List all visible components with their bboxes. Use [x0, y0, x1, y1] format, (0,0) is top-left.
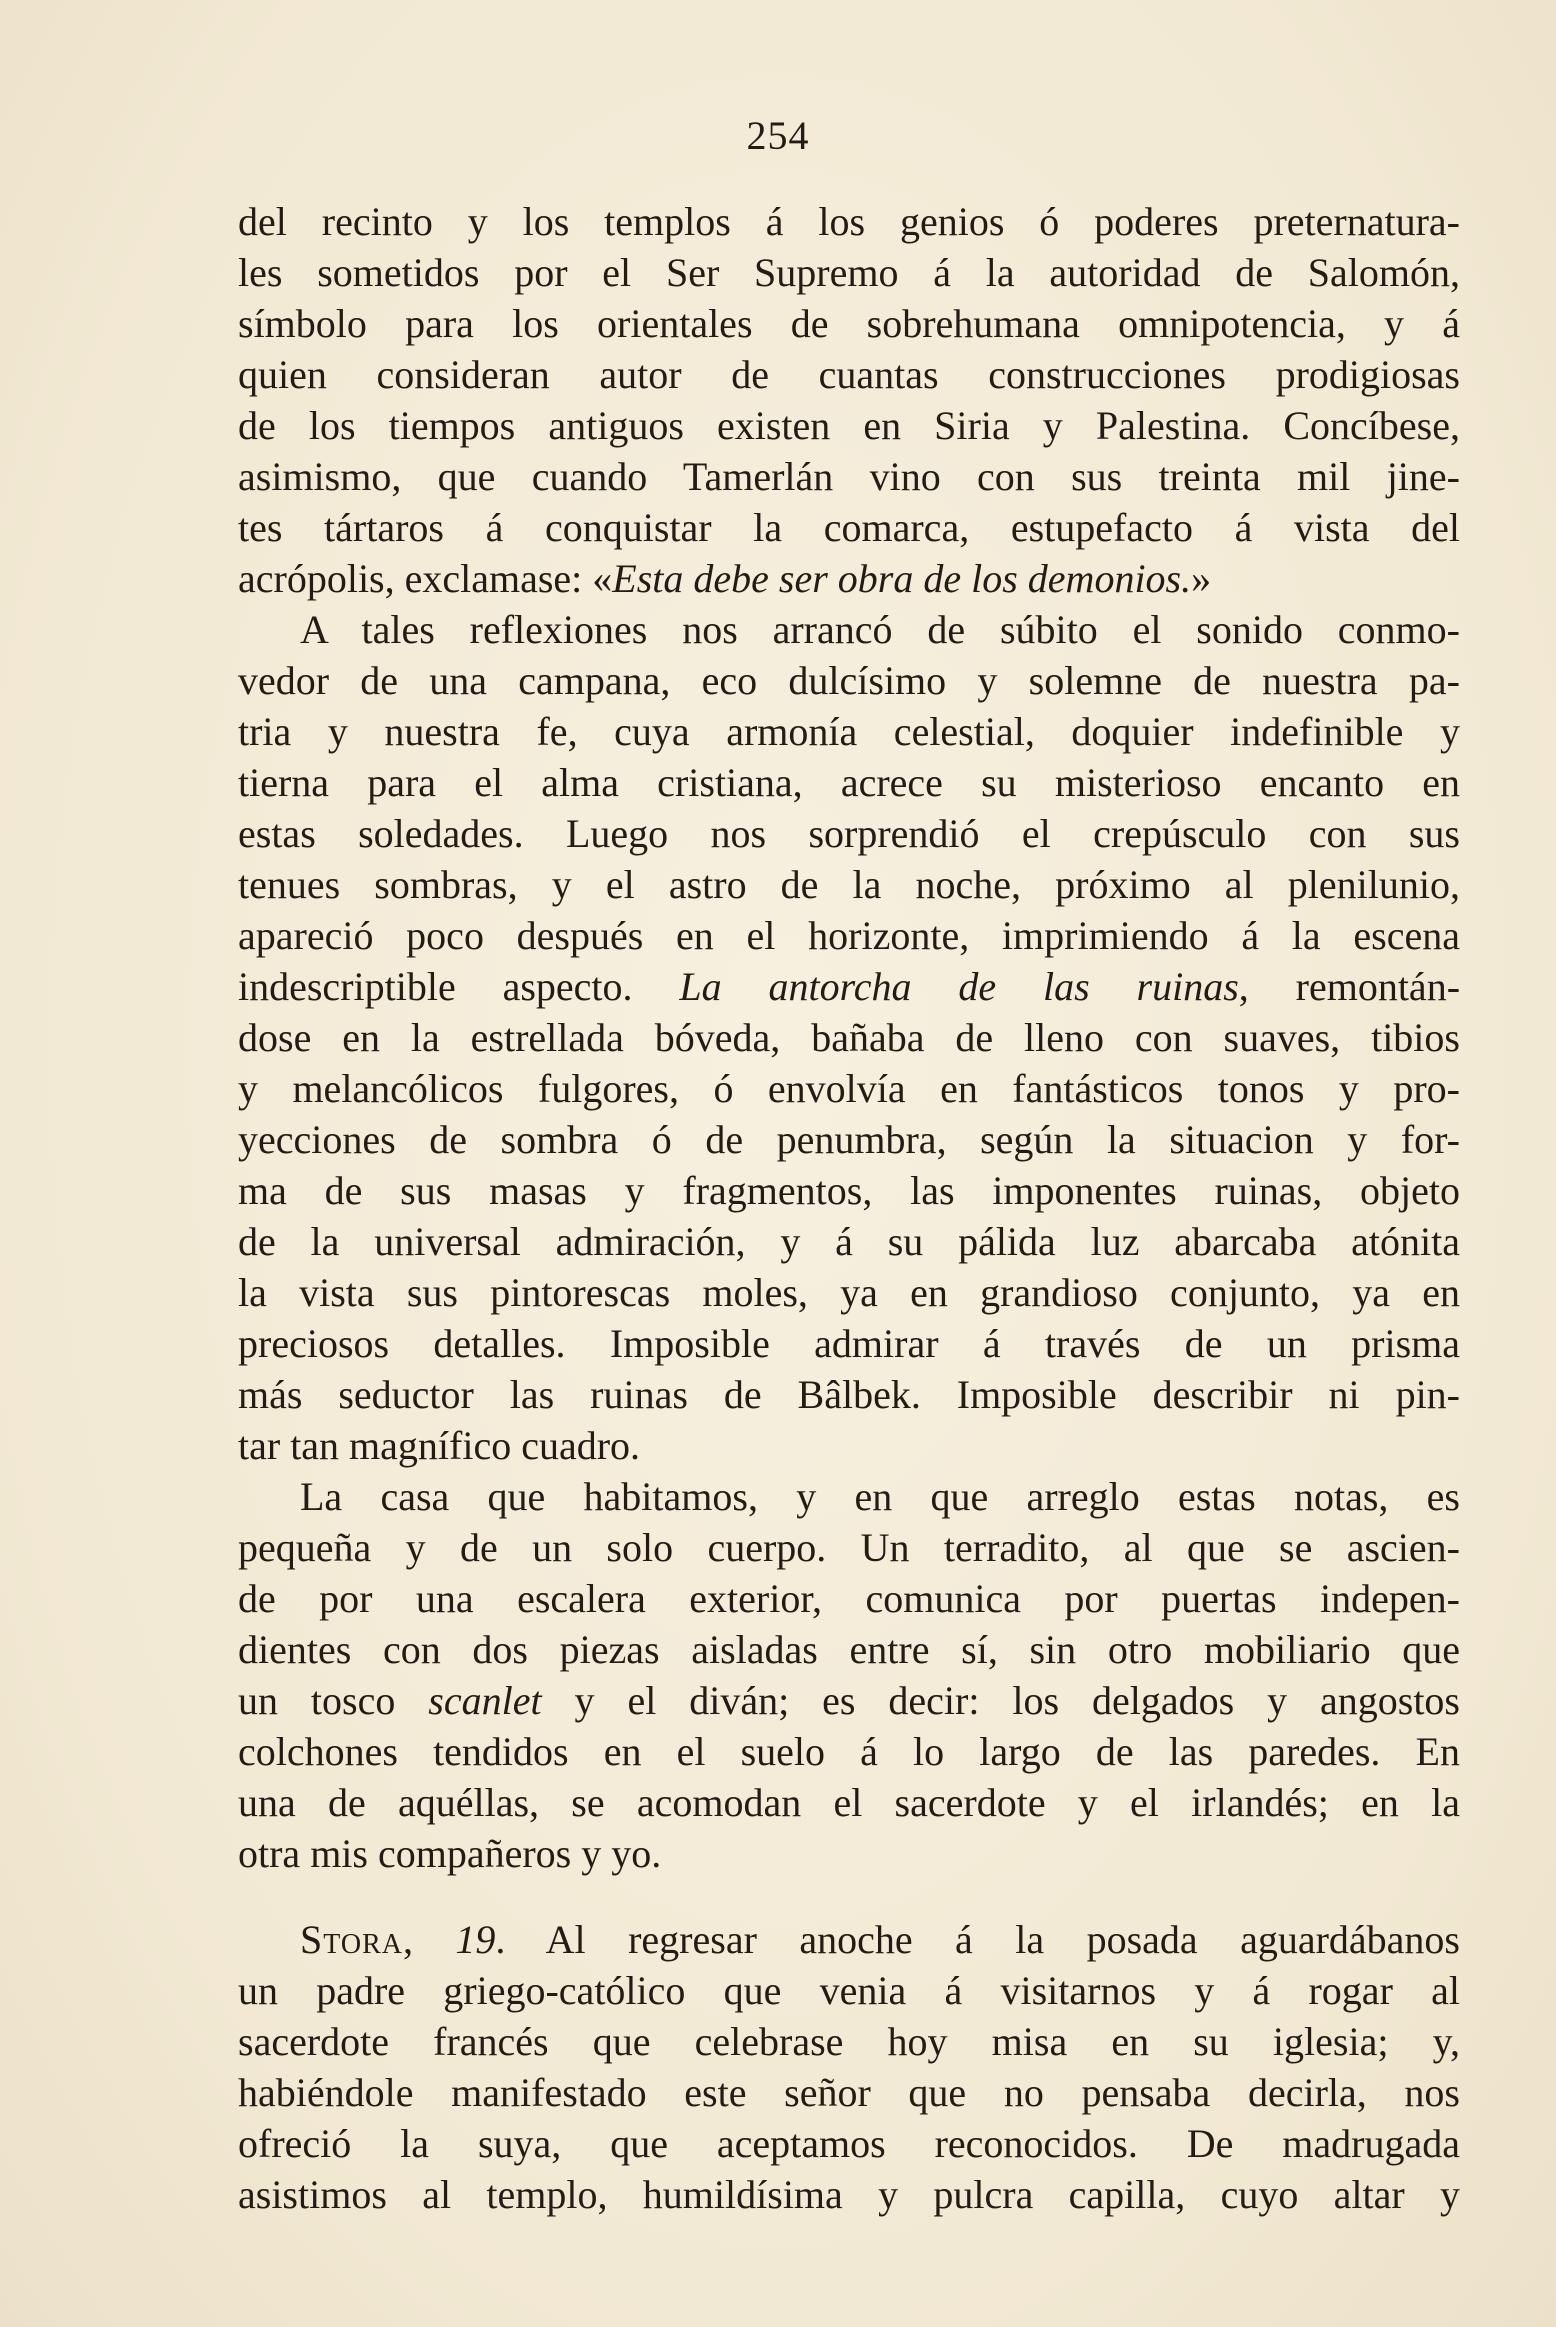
text-run: dose en la estrellada bóveda, bañaba de lleno con suaves, tibios [238, 1015, 1460, 1060]
text-run: estas soledades. Luego nos sorprendió el crepúsculo con sus [238, 811, 1460, 856]
text-run: de los tiempos antiguos existen en Siria y Palestina. Concíbese, [238, 403, 1460, 448]
text-run: vedor de una campana, eco dulcísimo y solemne de nuestra pa- [238, 658, 1460, 703]
text-run: preciosos detalles. Imposible admirar á través de un prisma [238, 1321, 1460, 1366]
text-run: tes tártaros á conquistar la comarca, estupefacto á vista del [238, 505, 1460, 550]
text-line [238, 1914, 1460, 1965]
text-line [238, 1369, 1460, 1420]
text-run: La casa que habitamos, y en que arreglo estas notas, es [300, 1474, 1460, 1519]
small-caps-text: Stora [300, 1917, 403, 1962]
text-run: acrópolis, exclamase: « [238, 556, 613, 601]
text-run: colchones tendidos en el suelo á lo largo de las paredes. En [238, 1729, 1460, 1774]
text-line [238, 1675, 1460, 1726]
italic-text: 19 [455, 1917, 496, 1962]
text-line [238, 1777, 1460, 1828]
text-run: » [1191, 556, 1212, 601]
text-line [238, 1965, 1460, 2016]
text-line [238, 757, 1460, 808]
text-run: tierna para el alma cristiana, acrece su misterioso encanto en [238, 760, 1460, 805]
text-line [238, 655, 1460, 706]
diary-entry-block [238, 1914, 1460, 2220]
text-line [238, 2016, 1460, 2067]
text-run: tria y nuestra fe, cuya armonía celestial, doquier indefinible y [238, 709, 1460, 754]
text-line [238, 1267, 1460, 1318]
text-run: ofreció la suya, que aceptamos reconocidos. De madrugada [238, 2121, 1460, 2166]
text-line [238, 1726, 1460, 1777]
page-number: 254 [746, 113, 810, 158]
text-line [238, 451, 1460, 502]
text-run: indescriptible aspecto. [238, 964, 680, 1009]
text-run: símbolo para los orientales de sobrehumana omnipotencia, y á [238, 301, 1460, 346]
text-line [238, 910, 1460, 961]
text-line [238, 1522, 1460, 1573]
italic-text: Esta debe ser obra de los demonios. [612, 556, 1192, 601]
text-run: asimismo, que cuando Tamerlán vino con sus treinta mil jine- [238, 454, 1460, 499]
text-line [238, 859, 1460, 910]
text-line [238, 2118, 1460, 2169]
text-run: asistimos al templo, humildísima y pulcra capilla, cuyo altar y [238, 2172, 1460, 2217]
text-run: les sometidos por el Ser Supremo á la autoridad de Salomón, [238, 250, 1460, 295]
text-run: , remontán- [1238, 964, 1460, 1009]
text-run: pequeña y de un solo cuerpo. Un terradito, al que se ascien- [238, 1525, 1460, 1570]
text-line [238, 1114, 1460, 1165]
italic-text: scanlet [428, 1678, 542, 1723]
text-line [238, 808, 1460, 859]
text-line [238, 1624, 1460, 1675]
text-line [238, 1471, 1460, 1522]
text-run: y el diván; es decir: los delgados y angostos [541, 1678, 1460, 1723]
text-run: tar tan magnífico cuadro. [238, 1423, 641, 1468]
text-run: una de aquéllas, se acomodan el sacerdote y el irlandés; en la [238, 1780, 1460, 1825]
text-run: sacerdote francés que celebrase hoy misa en su iglesia; y, [238, 2019, 1460, 2064]
text-line [238, 502, 1460, 553]
text-line [238, 349, 1460, 400]
text-run: la vista sus pintorescas moles, ya en grandioso conjunto, ya en [238, 1270, 1460, 1315]
text-line [238, 1828, 1460, 1879]
italic-text: La antorcha de las ruinas [679, 964, 1239, 1009]
text-run: yecciones de sombra ó de penumbra, según la situacion y for- [238, 1117, 1460, 1162]
text-run: y melancólicos fulgores, ó envolvía en fantásticos tonos y pro- [238, 1066, 1460, 1111]
text-line [238, 196, 1460, 247]
text-run: tenues sombras, y el astro de la noche, próximo al plenilunio, [238, 862, 1460, 907]
text-run: . Al regresar anoche á la posada aguardábanos [495, 1917, 1460, 1962]
text-line [238, 1012, 1460, 1063]
text-run: un padre griego-católico que venia á visitarnos y á rogar al [238, 1968, 1460, 2013]
text-run: ma de sus masas y fragmentos, las imponentes ruinas, objeto [238, 1168, 1460, 1213]
text-line [238, 400, 1460, 451]
text-run: un tosco [238, 1678, 429, 1723]
text-line [238, 1318, 1460, 1369]
text-run: A tales reflexiones nos arrancó de súbito el sonido conmo- [300, 607, 1460, 652]
text-line [238, 298, 1460, 349]
text-run: de por una escalera exterior, comunica por puertas indepen- [238, 1576, 1460, 1621]
text-line [238, 604, 1460, 655]
text-line [238, 1420, 1460, 1471]
text-run: habiéndole manifestado este señor que no pensaba decirla, nos [238, 2070, 1460, 2115]
text-line [238, 1573, 1460, 1624]
text-run: apareció poco después en el horizonte, imprimiendo á la escena [238, 913, 1460, 958]
text-run: del recinto y los templos á los genios ó poderes preternatura- [238, 199, 1460, 244]
text-run: de la universal admiración, y á su pálida luz abarcaba atónita [238, 1219, 1460, 1264]
text-run: otra mis compañeros y yo. [238, 1831, 662, 1876]
text-line [238, 1216, 1460, 1267]
text-line [238, 1165, 1460, 1216]
text-line [238, 1063, 1460, 1114]
text-line [238, 2067, 1460, 2118]
text-run: dientes con dos piezas aisladas entre sí, sin otro mobiliario que [238, 1627, 1460, 1672]
text-run: más seductor las ruinas de Bâlbek. Imposible describir ni pin- [238, 1372, 1460, 1417]
text-line [238, 247, 1460, 298]
text-line [238, 706, 1460, 757]
text-line [238, 553, 1460, 604]
text-line [238, 2169, 1460, 2220]
text-run: , [402, 1917, 456, 1962]
text-line [238, 961, 1460, 1012]
main-text-block [238, 196, 1460, 1879]
text-run: quien consideran autor de cuantas construcciones prodigiosas [238, 352, 1460, 397]
